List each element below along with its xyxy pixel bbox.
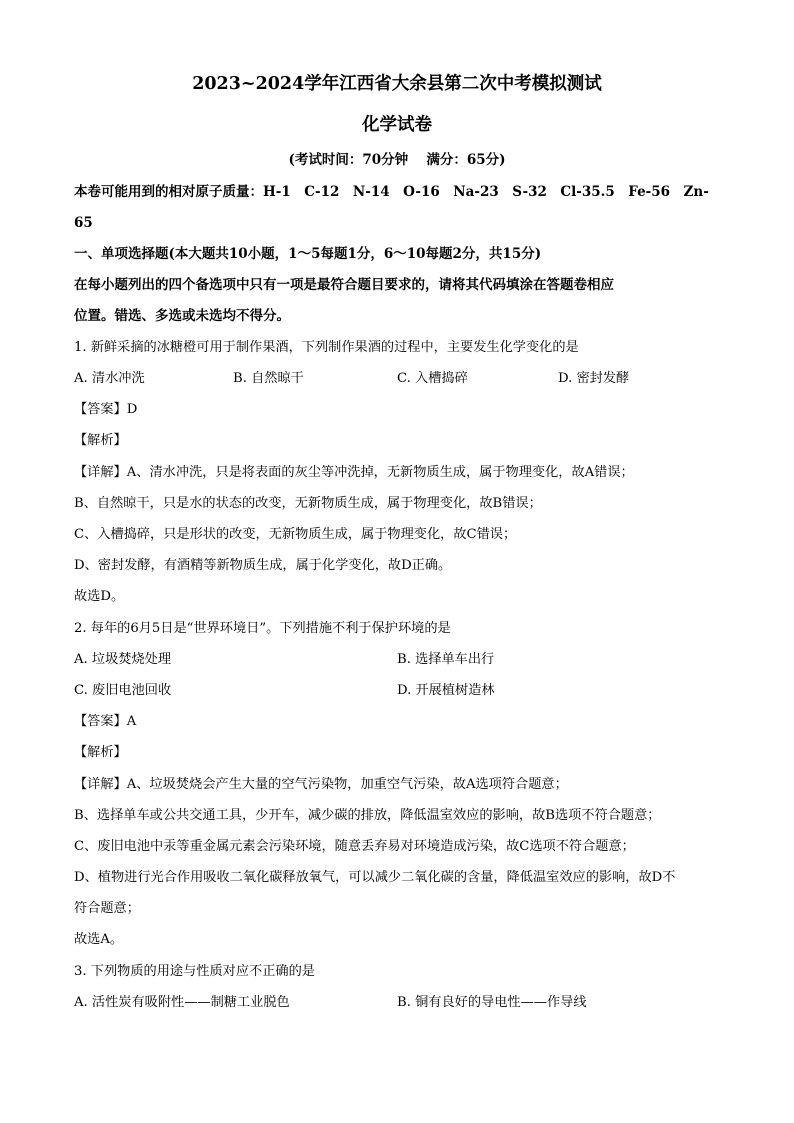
- section-instruction: 在每小题列出的四个备选项中只有一项是最符合题目要求的，请将其代码填涂在答题卷相应: [74, 277, 614, 293]
- question-1-option-d: D. 密封发酵: [558, 371, 630, 386]
- question-3-stem: 3. 下列物质的用途与性质对应不正确的是: [74, 964, 315, 979]
- atomic-mass-line: 本卷可能用到的相对原子质量：H-1 C-12 N-14 O-16 Na-23 S-32 Cl-35.5 Fe-56 Zn-: [74, 184, 709, 200]
- question-2-detail-line: 符合题意；: [74, 901, 140, 916]
- question-1-detail-line: C、入槽捣碎，只是形状的改变，无新物质生成，属于物理变化，故C错误；: [74, 527, 517, 542]
- question-2-option-a: A. 垃圾焚烧处理: [74, 652, 172, 667]
- question-2-option-d: D. 开展植树造林: [397, 683, 495, 698]
- question-2-detail-line: 【详解】A、垃圾焚烧会产生大量的空气污染物，加重空气污染，故A选项符合题意；: [74, 777, 568, 792]
- question-2-option-c: C. 废旧电池回收: [74, 683, 172, 698]
- question-1-option-c: C. 入槽捣碎: [397, 371, 468, 386]
- section-instruction-cont: 位置。错选、多选或未选均不得分。: [74, 308, 290, 324]
- question-2-conclusion: 故选A。: [74, 932, 124, 947]
- question-2-detail-line: B、选择单车或公共交通工具，少开车，减少碳的排放，降低温室效应的影响，故B选项不符合题意；: [74, 808, 661, 823]
- question-2-detail-line: D、植物进行光合作用吸收二氧化碳释放氧气，可以减少二氧化碳的含量，降低温室效应的影响，故D不: [74, 870, 676, 885]
- question-2-option-b: B. 选择单车出行: [397, 652, 495, 667]
- question-1-analysis-label: 【解析】: [74, 433, 127, 448]
- question-2-analysis-label: 【解析】: [74, 745, 127, 760]
- question-2-answer: 【答案】A: [74, 714, 137, 729]
- question-1-answer: 【答案】D: [74, 402, 138, 417]
- question-1-detail-line: B、自然晾干，只是水的状态的改变，无新物质生成，属于物理变化，故B错误；: [74, 496, 542, 511]
- exam-info: (考试时间：70分钟 满分：65分): [288, 152, 506, 168]
- question-1-detail-line: 【详解】A、清水冲洗，只是将表面的灰尘等冲洗掉，无新物质生成，属于物理变化，故A错误；: [74, 465, 634, 480]
- question-1-detail-line: D、密封发酵，有酒精等新物质生成，属于化学变化，故D正确。: [74, 558, 452, 573]
- question-1-stem: 1. 新鲜采摘的冰糖橙可用于制作果酒，下列制作果酒的过程中，主要发生化学变化的是: [74, 340, 579, 355]
- question-2-detail-line: C、废旧电池中汞等重金属元素会污染环境，随意丢弃易对环境造成污染，故C选项不符合题意；: [74, 839, 635, 854]
- question-1-conclusion: 故选D。: [74, 589, 125, 604]
- exam-subtitle: 化学试卷: [362, 115, 432, 135]
- question-1-option-b: B. 自然晾干: [233, 371, 304, 386]
- exam-title: 2023~2024学年江西省大余县第二次中考模拟测试: [192, 74, 602, 94]
- question-2-stem: 2. 每年的6月5日是“世界环境日”。下列措施不利于保护环境的是: [74, 621, 451, 636]
- question-3-option-b: B. 铜有良好的导电性——作导线: [397, 995, 587, 1010]
- section-heading: 一、单项选择题(本大题共10小题，1～5每题1分，6～10每题2分，共15分): [74, 246, 542, 262]
- atomic-mass-line-cont: 65: [74, 215, 93, 231]
- question-3-option-a: A. 活性炭有吸附性——制糖工业脱色: [74, 995, 290, 1010]
- question-1-option-a: A. 清水冲洗: [74, 371, 145, 386]
